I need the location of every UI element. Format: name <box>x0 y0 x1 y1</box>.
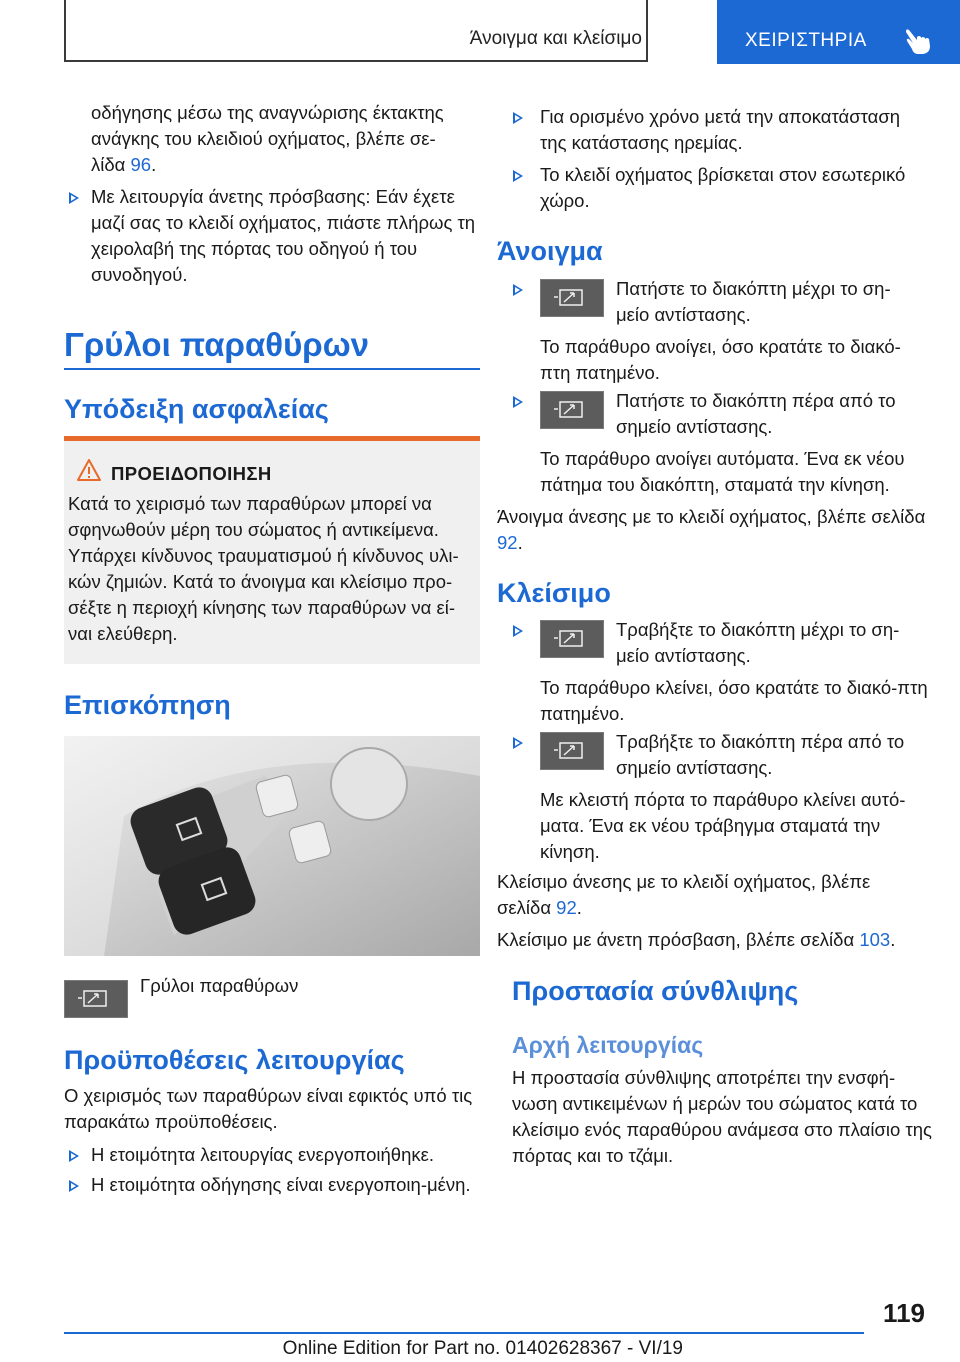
warning-bar <box>64 436 480 441</box>
section-heading-windows: Γρύλοι παραθύρων <box>64 326 369 363</box>
continued-text-end: λίδα <box>91 154 131 175</box>
bullet-marker-icon <box>513 625 523 637</box>
pinch-protection-heading: Προστασία σύνθλιψης <box>512 976 799 1006</box>
overview-heading: Επισκόπηση <box>64 690 231 720</box>
close-comfort-text: Κλείσιμο άνεσης με το κλειδί οχήματος, βλέπε σελίδα <box>497 871 871 918</box>
bullet-marker-icon <box>513 737 523 749</box>
open-comfort-note: Άνοιγμα άνεσης με το κλειδί οχήματος, βλέπε σελίδα 92. <box>497 506 926 553</box>
continued-paragraph: οδήγησης μέσω της αναγνώρισης έκτακτης ανάγκης του κλειδιού οχήματος, βλέπε σε- λίδα 96. <box>91 102 444 175</box>
close-step-1: Τραβήξτε το διακόπτη μέχρι το ση-μείο αντίστασης. <box>616 619 900 666</box>
principle-heading: Αρχή λειτουργίας <box>512 1032 704 1058</box>
page-link-92b[interactable]: 92 <box>556 897 577 918</box>
edition-footer: Online Edition for Part no. 01402628367 - VI/19 <box>282 1338 683 1359</box>
page-link-92[interactable]: 92 <box>497 532 518 553</box>
page-number: 119 <box>883 1298 925 1328</box>
footer-rule <box>64 1332 864 1334</box>
close-step-2-result: Με κλειστή πόρτα το παράθυρο κλείνει αυτό-ματα. Ένα εκ νέου τράβηγμα σταματά την κίνηση. <box>540 789 906 862</box>
continued-text: οδήγησης μέσω της αναγνώρισης έκτακτης ανάγκης του κλειδιού οχήματος, βλέπε σε- <box>91 102 444 149</box>
prerequisites-text: Ο χειρισμός των παραθύρων είναι εφικτός υπό τις παρακάτω προϋποθέσεις. <box>64 1085 473 1132</box>
warning-box <box>64 436 480 664</box>
bullet-marker-icon <box>513 112 523 124</box>
open-step-1: Πατήστε το διακόπτη μέχρι το ση-μείο αντίστασης. <box>616 278 891 325</box>
open-comfort-text: Άνοιγμα άνεσης με το κλειδί οχήματος, βλέπε σελίδα <box>497 506 926 527</box>
close-keyless-note: Κλείσιμο με άνετη πρόσβαση, βλέπε σελίδα 103. <box>497 929 896 950</box>
close-step-1-result: Το παράθυρο κλείνει, όσο κρατάτε το διακό-πτη πατημένο. <box>540 677 928 724</box>
pointing-hand-icon <box>903 26 937 56</box>
page-link-103[interactable]: 103 <box>859 929 891 950</box>
open-step-2: Πατήστε το διακόπτη πέρα από το σημείο αντίστασης. <box>616 390 896 437</box>
pinch-protection-text: Η προστασία σύνθλιψης αποτρέπει την ενσφή-νωση αντικειμένων ή μερών του σώματος κατά το κλείσιμο ενός παραθύρου ανάμεσα στο πλαίσιο της πόρτας και το τζάμι. <box>512 1067 932 1166</box>
window-switch-icon <box>540 620 604 658</box>
bullet-marker-icon <box>69 1180 79 1192</box>
prereq-bullet-2: Η ετοιμότητα οδήγησης είναι ενεργοποιη-μένη. <box>91 1174 471 1195</box>
bullet-marker-icon <box>69 192 79 204</box>
open-step-1-result: Το παράθυρο ανοίγει, όσο κρατάτε το διακό-πτη πατημένο. <box>540 336 901 383</box>
safety-heading: Υπόδειξη ασφαλείας <box>64 394 329 424</box>
open-heading: Άνοιγμα <box>497 236 603 266</box>
close-heading: Κλείσιμο <box>497 578 611 608</box>
window-switch-icon <box>540 391 604 429</box>
page-link-96[interactable]: 96 <box>130 154 152 175</box>
switch-panel-illustration <box>64 736 480 956</box>
icon-caption: Γρύλοι παραθύρων <box>140 975 299 996</box>
window-switch-icon <box>64 980 128 1018</box>
close-comfort-note: Κλείσιμο άνεσης με το κλειδί οχήματος, βλέπε σελίδα 92. <box>497 871 871 918</box>
warning-text: Κατά το χειρισμό των παραθύρων μπορεί να σφηνωθούν μέρη του σώματος ή αντικείμενα. Υπάρχει κίνδυνος τραυματισμού ή κίνδυνος υλι-κών ζημιών. Κατά το άνοιγμα και κλείσιμο προ-σέξτε η περιοχή κίνησης των παραθύρων να εί-ναι ελεύθερη. <box>68 493 459 644</box>
heading-rule <box>64 368 480 370</box>
prerequisites-heading: Προϋποθέσεις λειτουργίας <box>64 1045 405 1075</box>
chapter-tab[interactable] <box>717 0 960 64</box>
window-switch-photo <box>64 736 480 956</box>
close-step-2: Τραβήξτε το διακόπτη πέρα από το σημείο αντίστασης. <box>616 731 905 778</box>
open-step-2-result: Το παράθυρο ανοίγει αυτόματα. Ένα εκ νέου πάτημα του διακόπτη, σταματά την κίνηση. <box>540 448 905 495</box>
right-bullet-2: Το κλειδί οχήματος βρίσκεται στον εσωτερικό χώρο. <box>540 164 906 211</box>
chapter-label: ΧΕΙΡΙΣΤΗΡΙΑ <box>745 30 867 51</box>
prereq-bullet-1: Η ετοιμότητα λειτουργίας ενεργοποιήθηκε. <box>91 1144 434 1165</box>
warning-triangle-icon <box>76 458 102 482</box>
window-switch-icon <box>540 279 604 317</box>
close-keyless-text: Κλείσιμο με άνετη πρόσβαση, βλέπε σελίδα <box>497 929 860 950</box>
right-bullet-1: Για ορισμένο χρόνο μετά την αποκατάσταση της κατάστασης ηρεμίας. <box>540 106 901 153</box>
window-switch-icon <box>540 732 604 770</box>
bullet-marker-icon <box>69 1150 79 1162</box>
bullet-marker-icon <box>513 284 523 296</box>
bullet-marker-icon <box>513 396 523 408</box>
bullet-marker-icon <box>513 170 523 182</box>
section-title: Άνοιγμα και κλείσιμο <box>469 28 642 49</box>
warning-title: ΠΡΟΕΙΔΟΠΟΙΗΣΗ <box>111 463 272 484</box>
comfort-access-bullet: Με λειτουργία άνετης πρόσβασης: Εάν έχετε μαζί σας το κλειδί οχήματος, πιάστε πλήρως τη χειρολαβή της πόρτας του οδηγού ή του συνοδηγού. <box>91 186 476 285</box>
